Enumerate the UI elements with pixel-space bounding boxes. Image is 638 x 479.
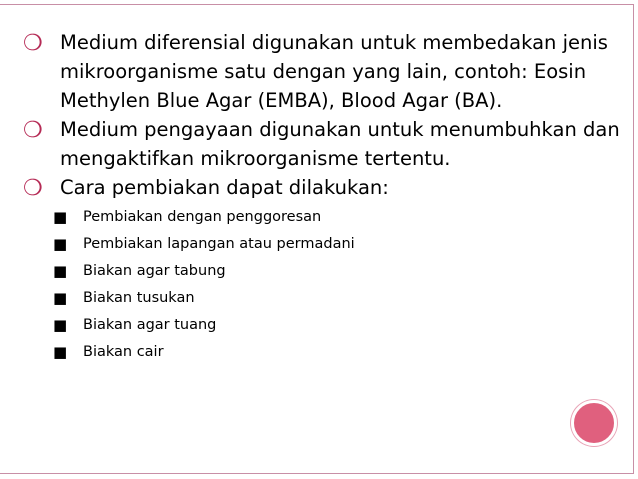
slide-content	[23, 28, 623, 366]
sub-bullet-text: Pembiakan dengan penggoresan	[83, 209, 322, 225]
sub-bullet-item	[53, 204, 623, 231]
decorative-circle	[571, 400, 617, 446]
slide-frame-top	[0, 4, 633, 5]
square-bullet-icon: ■	[53, 343, 68, 361]
bullet-icon: ❍	[23, 31, 43, 56]
sub-bullet-item	[53, 231, 623, 258]
sub-bullet-item	[53, 312, 623, 339]
square-bullet-icon: ■	[53, 235, 68, 253]
sub-bullet-text: Biakan agar tabung	[83, 263, 226, 279]
bullet-text: Cara pembiakan dapat dilakukan:	[60, 176, 389, 199]
bullet-item	[23, 28, 623, 115]
bullet-item	[23, 115, 623, 173]
sub-bullet-item	[53, 339, 623, 366]
bullet-icon: ❍	[23, 118, 43, 143]
square-bullet-icon: ■	[53, 289, 68, 307]
slide-frame-right	[633, 4, 634, 474]
sub-bullet-text: Biakan agar tuang	[83, 317, 217, 333]
slide-frame-bottom	[0, 473, 633, 474]
sub-bullet-text: Biakan tusukan	[83, 290, 195, 306]
sub-bullet-text: Biakan cair	[83, 344, 164, 360]
sub-bullet-item	[53, 285, 623, 312]
sub-bullet-text: Pembiakan lapangan atau permadani	[83, 236, 355, 252]
bullet-text: Medium diferensial digunakan untuk membedakan jenis mikroorganisme satu dengan yang lain, contoh: Eosin Methylen Blue Agar (EMBA), Blood Agar (BA).	[60, 31, 608, 112]
sub-bullet-item	[53, 258, 623, 285]
square-bullet-icon: ■	[53, 208, 68, 226]
sub-bullet-list	[23, 204, 623, 366]
bullet-item	[23, 173, 623, 202]
bullet-icon: ❍	[23, 176, 43, 201]
bullet-text: Medium pengayaan digunakan untuk menumbuhkan dan mengaktifkan mikroorganisme tertentu.	[60, 118, 620, 170]
square-bullet-icon: ■	[53, 316, 68, 334]
square-bullet-icon: ■	[53, 262, 68, 280]
